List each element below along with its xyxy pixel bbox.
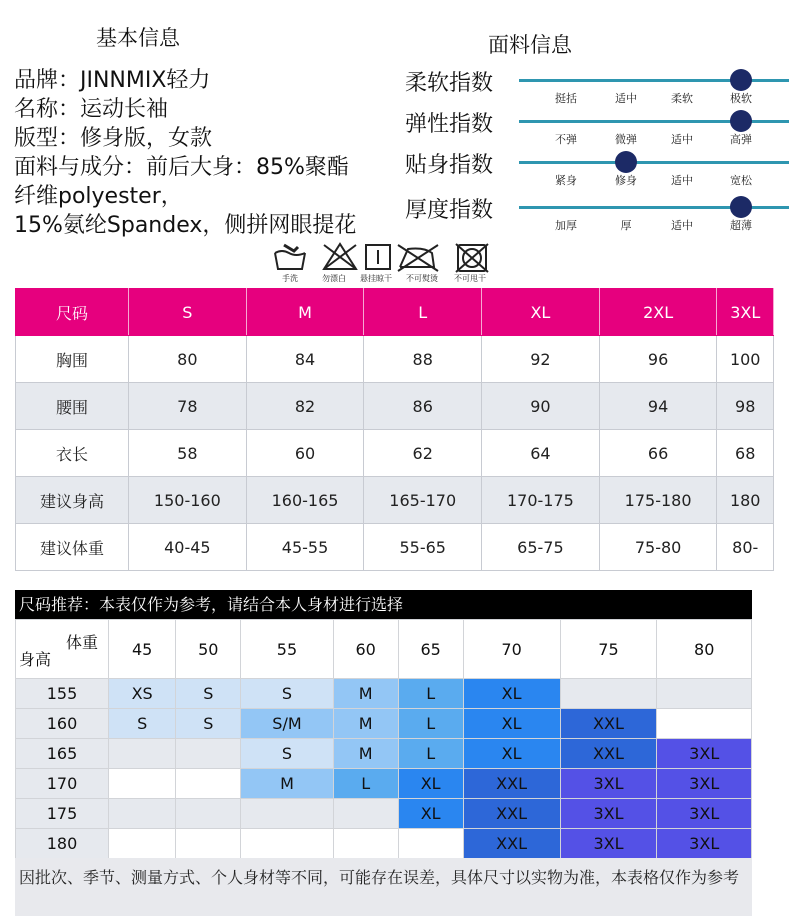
recommended-size-cell xyxy=(241,799,333,829)
recommended-size-cell xyxy=(109,799,176,829)
recommended-size-cell xyxy=(176,769,241,799)
recommended-size-cell: 3XL xyxy=(657,799,752,829)
size-cell: 65-75 xyxy=(482,524,600,571)
size-table-row xyxy=(16,477,774,524)
weight-header-cell: 50 xyxy=(176,620,241,679)
fabric-index-label: 柔软指数 xyxy=(405,71,494,96)
no-bleach-icon xyxy=(324,244,356,269)
recommended-size-cell: M xyxy=(333,679,398,709)
recommended-size-cell xyxy=(657,679,752,709)
size-cell: 68 xyxy=(717,430,774,477)
recommended-size-cell: XL xyxy=(398,799,463,829)
no-iron-icon xyxy=(398,245,438,271)
size-header-cell: XL xyxy=(482,289,600,336)
fabric-index-tick: 极软 xyxy=(730,92,752,105)
size-cell: 175-180 xyxy=(599,477,717,524)
size-header-cell: 2XL xyxy=(599,289,717,336)
fabric-line-2: 纤维polyester， xyxy=(14,184,183,209)
weight-header-cell: 75 xyxy=(560,620,657,679)
recommended-size-cell: XXL xyxy=(463,829,560,859)
size-table-row xyxy=(16,383,774,430)
recommended-size-cell: XXL xyxy=(560,709,657,739)
recommendation-header xyxy=(16,620,752,679)
size-cell: 100 xyxy=(717,336,774,383)
recommended-size-cell: XXL xyxy=(463,769,560,799)
size-cell: 60 xyxy=(246,430,364,477)
size-cell: 160-165 xyxy=(246,477,364,524)
size-cell: 180 xyxy=(717,477,774,524)
recommended-size-cell: S/M xyxy=(241,709,333,739)
recommended-size-cell: 3XL xyxy=(560,799,657,829)
recommended-size-cell xyxy=(241,829,333,859)
fabric-index-tick: 不弹 xyxy=(555,133,577,146)
size-cell: 75-80 xyxy=(599,524,717,571)
recommended-size-cell: 3XL xyxy=(657,739,752,769)
recommended-size-cell xyxy=(333,829,398,859)
recommended-size-cell xyxy=(109,739,176,769)
size-table xyxy=(15,288,774,571)
recommended-size-cell xyxy=(109,769,176,799)
recommended-size-cell: XL xyxy=(463,679,560,709)
recommendation-row xyxy=(16,709,752,739)
recommended-size-cell: 3XL xyxy=(560,769,657,799)
basic-info-list xyxy=(14,66,394,238)
size-header-cell: S xyxy=(129,289,247,336)
size-row-label: 腰围 xyxy=(16,383,129,430)
fabric-index-tick: 厚 xyxy=(620,219,632,232)
recommended-size-cell xyxy=(333,799,398,829)
size-table-row xyxy=(16,336,774,383)
hand-wash-icon xyxy=(275,245,305,269)
fabric-index-tick: 高弹 xyxy=(730,133,752,146)
fabric-index-tick: 微弹 xyxy=(615,133,637,146)
care-label-no-tumble-dry: 不可甩干 xyxy=(454,274,486,283)
recommended-size-cell: XXL xyxy=(560,739,657,769)
recommendation-row xyxy=(16,799,752,829)
recommended-size-cell: M xyxy=(333,709,398,739)
recommendation-row xyxy=(16,829,752,859)
basic-info-title: 基本信息 xyxy=(96,26,180,50)
recommended-size-cell: XL xyxy=(463,709,560,739)
fabric-info-title: 面料信息 xyxy=(488,33,572,57)
fabric-index-tick: 宽松 xyxy=(730,174,752,187)
fabric-index-marker xyxy=(730,110,752,132)
fabric-line: 面料与成分：前后大身：85%聚酯 xyxy=(14,155,349,180)
size-header-cell: 3XL xyxy=(717,289,774,336)
height-cell: 175 xyxy=(16,799,109,829)
recommended-size-cell: 3XL xyxy=(560,829,657,859)
size-cell: 45-55 xyxy=(246,524,364,571)
size-cell: 80 xyxy=(129,336,247,383)
care-label-no-iron: 不可熨烫 xyxy=(406,274,438,283)
recommendation-footnote: 因批次、季节、测量方式、个人身材等不同，可能存在误差，具体尺寸以实物为准，本表格仅作为参考 xyxy=(15,858,752,916)
recommended-size-cell xyxy=(176,739,241,769)
height-cell: 165 xyxy=(16,739,109,769)
size-cell: 64 xyxy=(482,430,600,477)
size-cell: 62 xyxy=(364,430,482,477)
recommendation-title: 尺码推荐：本表仅作为参考，请结合本人身材进行选择 xyxy=(15,590,752,619)
weight-header-cell: 80 xyxy=(657,620,752,679)
size-cell: 96 xyxy=(599,336,717,383)
fabric-index-tick: 修身 xyxy=(615,174,637,187)
recommended-size-cell: S xyxy=(241,739,333,769)
recommended-size-cell: S xyxy=(176,679,241,709)
size-cell: 58 xyxy=(129,430,247,477)
weight-header-cell: 45 xyxy=(109,620,176,679)
name-line: 名称：运动长袖 xyxy=(14,97,169,122)
size-row-label: 建议体重 xyxy=(16,524,129,571)
size-cell: 66 xyxy=(599,430,717,477)
weight-header-cell: 60 xyxy=(333,620,398,679)
care-label-hand-wash: 手洗 xyxy=(282,274,298,283)
size-row-label: 胸围 xyxy=(16,336,129,383)
size-cell: 40-45 xyxy=(129,524,247,571)
recommended-size-cell: S xyxy=(109,709,176,739)
recommended-size-cell: L xyxy=(398,679,463,709)
hang-dry-icon xyxy=(366,245,390,269)
recommended-size-cell: M xyxy=(333,739,398,769)
size-cell: 170-175 xyxy=(482,477,600,524)
size-row-label: 衣长 xyxy=(16,430,129,477)
size-header-cell: L xyxy=(364,289,482,336)
corner-cell xyxy=(16,620,109,679)
recommended-size-cell: S xyxy=(241,679,333,709)
fit-line: 版型：修身版，女款 xyxy=(14,126,213,151)
fabric-index-tick: 紧身 xyxy=(555,174,577,187)
fabric-index-tick: 挺括 xyxy=(555,92,577,105)
fabric-index-tick: 适中 xyxy=(671,174,693,187)
recommended-size-cell: 3XL xyxy=(657,829,752,859)
fabric-index-row xyxy=(405,148,800,192)
size-table-row xyxy=(16,524,774,571)
recommended-size-cell: M xyxy=(241,769,333,799)
fabric-index-label: 贴身指数 xyxy=(405,153,494,178)
recommended-size-cell: L xyxy=(398,709,463,739)
size-cell: 78 xyxy=(129,383,247,430)
corner-weight-label: 体重 xyxy=(65,633,98,652)
fabric-index-marker xyxy=(615,151,637,173)
recommended-size-cell: XS xyxy=(109,679,176,709)
size-cell: 80- xyxy=(717,524,774,571)
fabric-index-label: 厚度指数 xyxy=(405,198,494,223)
fabric-line-3: 15%氨纶Spandex，侧拼网眼提花 xyxy=(14,213,357,238)
recommended-size-cell: S xyxy=(176,709,241,739)
height-cell: 160 xyxy=(16,709,109,739)
size-header-cell: M xyxy=(246,289,364,336)
fabric-index-marker xyxy=(730,69,752,91)
size-cell: 90 xyxy=(482,383,600,430)
size-cell: 88 xyxy=(364,336,482,383)
recommended-size-cell: XL xyxy=(463,739,560,769)
recommended-size-cell xyxy=(109,829,176,859)
fabric-index-tick: 加厚 xyxy=(555,219,577,232)
recommendation-row xyxy=(16,679,752,709)
weight-header-cell: 55 xyxy=(241,620,333,679)
care-symbols xyxy=(272,241,502,285)
recommended-size-cell xyxy=(560,679,657,709)
care-label-hang-dry: 悬挂晾干 xyxy=(360,274,392,283)
brand-line: 品牌：JINNMIX轻力 xyxy=(14,68,211,93)
size-row-label: 建议身高 xyxy=(16,477,129,524)
size-cell: 82 xyxy=(246,383,364,430)
recommended-size-cell: XXL xyxy=(463,799,560,829)
no-tumble-dry-icon xyxy=(456,244,488,272)
height-cell: 155 xyxy=(16,679,109,709)
weight-header-cell: 70 xyxy=(463,620,560,679)
fabric-index-tick: 适中 xyxy=(615,92,637,105)
size-cell: 86 xyxy=(364,383,482,430)
fabric-index-row xyxy=(405,66,800,110)
recommended-size-cell: L xyxy=(333,769,398,799)
size-cell: 92 xyxy=(482,336,600,383)
fabric-index-label: 弹性指数 xyxy=(405,112,494,137)
size-cell: 98 xyxy=(717,383,774,430)
size-cell: 55-65 xyxy=(364,524,482,571)
size-cell: 150-160 xyxy=(129,477,247,524)
fabric-index-row xyxy=(405,107,800,151)
recommendation-row xyxy=(16,769,752,799)
recommended-size-cell: XL xyxy=(398,769,463,799)
recommended-size-cell xyxy=(176,799,241,829)
fabric-index-tick: 超薄 xyxy=(730,219,752,232)
weight-header-cell: 65 xyxy=(398,620,463,679)
size-cell: 94 xyxy=(599,383,717,430)
fabric-index-scale xyxy=(519,161,789,164)
care-label-no-bleach: 勿漂白 xyxy=(322,274,346,283)
size-table-row xyxy=(16,430,774,477)
corner-height-label: 身高 xyxy=(19,650,52,669)
fabric-index-tick: 适中 xyxy=(671,133,693,146)
fabric-index-tick: 适中 xyxy=(671,219,693,232)
height-cell: 170 xyxy=(16,769,109,799)
fabric-index-row xyxy=(405,193,800,237)
height-cell: 180 xyxy=(16,829,109,859)
recommended-size-cell xyxy=(176,829,241,859)
fabric-index-tick: 柔软 xyxy=(671,92,693,105)
size-cell: 84 xyxy=(246,336,364,383)
recommendation-row xyxy=(16,739,752,769)
recommended-size-cell: 3XL xyxy=(657,769,752,799)
recommended-size-cell: L xyxy=(398,739,463,769)
size-header-cell: 尺码 xyxy=(16,289,129,336)
recommended-size-cell xyxy=(657,709,752,739)
recommendation-table xyxy=(15,619,752,859)
size-table-header xyxy=(16,289,774,336)
recommended-size-cell xyxy=(398,829,463,859)
fabric-index-marker xyxy=(730,196,752,218)
size-cell: 165-170 xyxy=(364,477,482,524)
